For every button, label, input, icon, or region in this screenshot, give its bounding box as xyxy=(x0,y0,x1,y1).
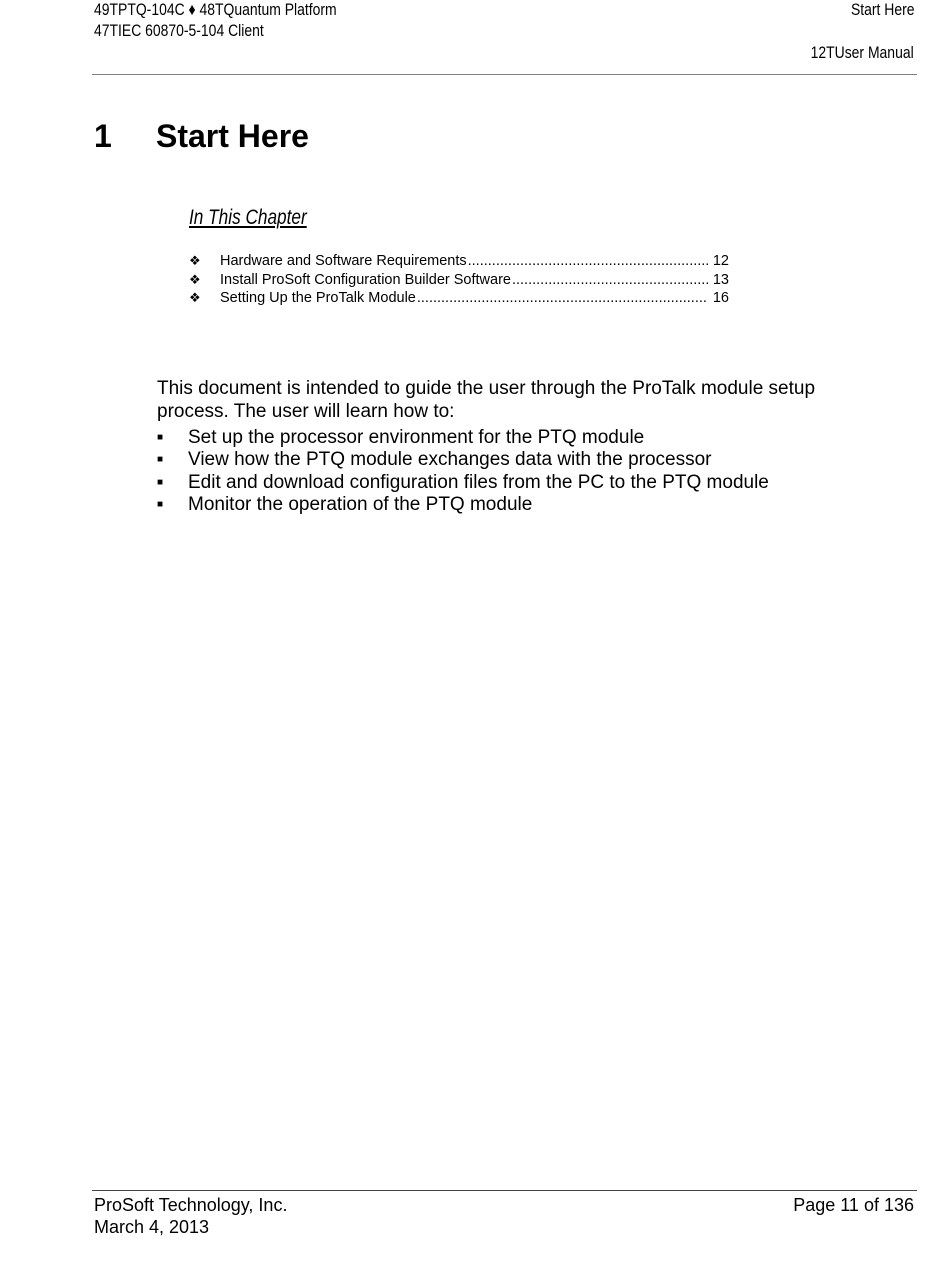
toc-entry[interactable] xyxy=(189,289,729,308)
list-item xyxy=(157,472,769,494)
footer-date: March 4, 2013 xyxy=(94,1217,210,1237)
header-manual-name: 12TUser Manual xyxy=(810,43,914,62)
diamond-bullet-icon: ❖ xyxy=(189,271,201,287)
list-item xyxy=(157,449,769,471)
chapter-heading xyxy=(94,117,309,155)
toc-entry[interactable] xyxy=(189,252,729,271)
chapter-number: 1 xyxy=(94,118,112,154)
intro-paragraph: This document is intended to guide the user through the ProTalk module setup process. The user will learn how to: xyxy=(157,378,816,422)
toc-entry-page[interactable]: 13 xyxy=(712,271,729,288)
learn-list xyxy=(157,427,769,516)
list-item-text: Monitor the operation of the PTQ module xyxy=(188,493,533,515)
square-bullet-icon: ■ xyxy=(157,476,164,488)
chapter-toc xyxy=(189,252,729,308)
in-this-chapter-heading: In This Chapter xyxy=(189,206,307,229)
toc-entry[interactable] xyxy=(189,271,729,290)
toc-entry-title[interactable]: Setting Up the ProTalk Module xyxy=(220,290,416,306)
footer-rule xyxy=(92,1190,917,1191)
footer-company: ProSoft Technology, Inc. xyxy=(94,1195,288,1215)
toc-entry-title[interactable]: Install ProSoft Configuration Builder Software xyxy=(220,271,511,288)
diamond-bullet-icon: ❖ xyxy=(189,290,201,305)
toc-leader-dots xyxy=(468,252,708,271)
header-protocol-line: 47TIEC 60870-5-104 Client xyxy=(94,21,264,40)
header-rule xyxy=(92,74,917,75)
footer-page-number: Page 11 of 136 xyxy=(793,1195,914,1215)
header-product-line: 49TPTQ-104C ♦ 48TQuantum Platform xyxy=(94,0,337,19)
list-item-text: Set up the processor environment for the PTQ module xyxy=(188,427,645,448)
list-item xyxy=(157,494,769,516)
square-bullet-icon: ■ xyxy=(157,454,164,466)
toc-entry-title[interactable]: Hardware and Software Requirements xyxy=(220,253,467,269)
square-bullet-icon: ■ xyxy=(157,432,164,443)
square-bullet-icon: ■ xyxy=(157,498,164,510)
toc-leader-dots xyxy=(512,271,708,290)
list-item-text: View how the PTQ module exchanges data with the processor xyxy=(188,449,712,471)
chapter-title: Start Here xyxy=(156,118,309,154)
header-section-name: Start Here xyxy=(850,0,914,19)
list-item-text: Edit and download configuration files from the PC to the PTQ module xyxy=(188,471,769,493)
diamond-bullet-icon: ❖ xyxy=(189,253,201,268)
list-item xyxy=(157,427,769,449)
toc-entry-page[interactable]: 12 xyxy=(712,253,729,269)
toc-leader-dots xyxy=(417,289,708,308)
toc-entry-page[interactable]: 16 xyxy=(712,290,729,306)
